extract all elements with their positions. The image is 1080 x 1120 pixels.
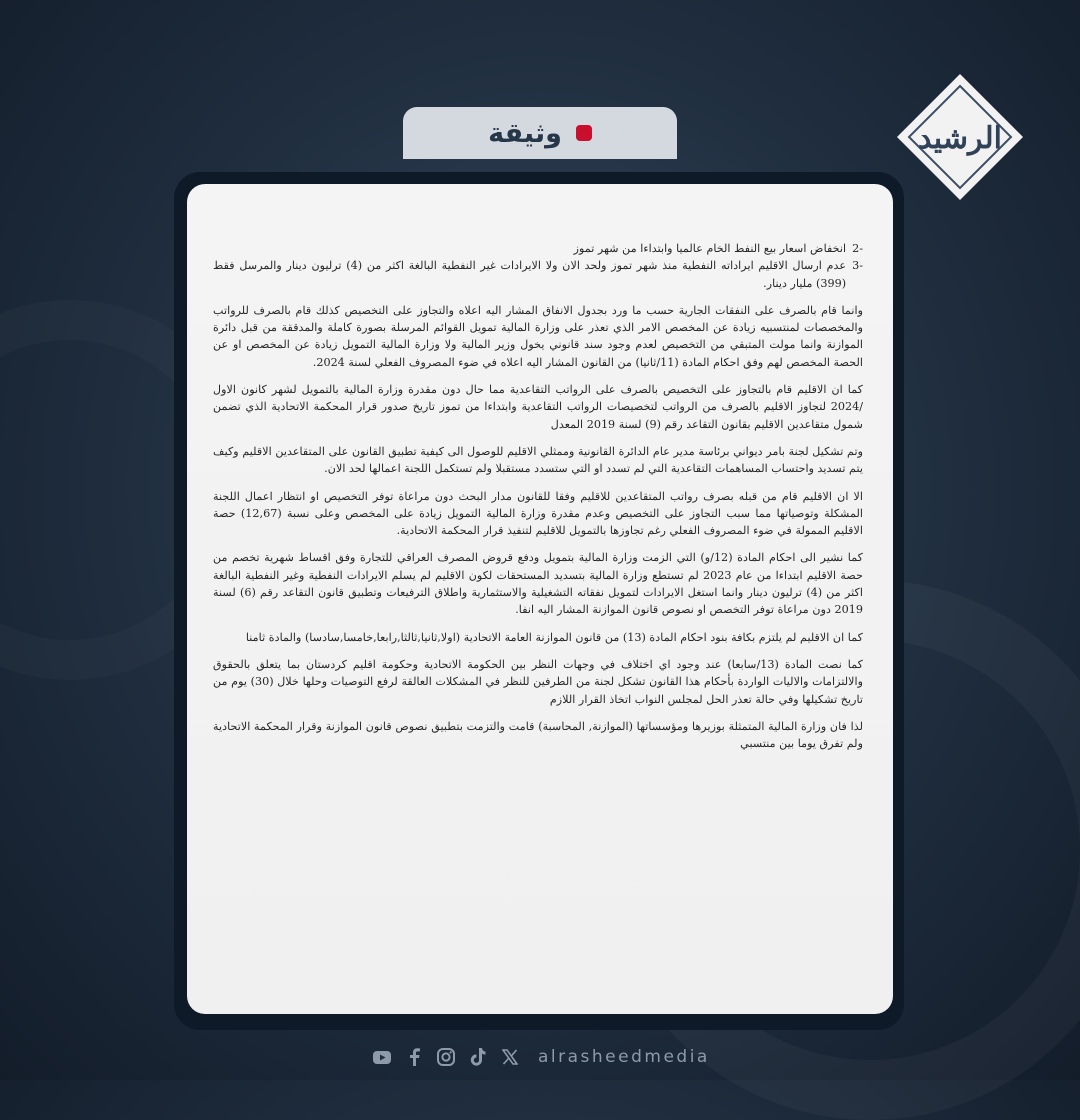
paragraph: الا ان الاقليم قام من قبله بصرف رواتب المتقاعدين للاقليم وفقا للقانون مدار البحث دون مراعاة توفر التخصيص او انتظار اعمال اللجنة المشكلة وتوصياتها مما سبب التجاوز على التخصيص وعدم مقدرة وزارة المالية التمويل زيادة على المخصص وعلى نسبة (12,67) حصة الاقليم الممولة في ضوء المصروف الفعلي رغم تجاوزها بالتمويل للاقليم لتنفيذ قرار المحكمة الاتحادية. [213,489,863,538]
tiktok-icon[interactable] [468,1047,488,1067]
paragraph: كما ان الاقليم قام بالتجاوز على التخصيص بالصرف على الرواتب التقاعدية مما حال دون مقدرة وزارة المالية بالتمويل لشهر كانون الاول /2024 لتجاوز الاقليم بالصرف من الرواتب لتخصيصات الرواتب التقاعدية وابتداءا من تموز تاريخ صدور قرار المحكمة الاتحادية الذي تضمن شمول متقاعدين الاقليم بقانون التقاعد رقم (9) لسنة 2019 المعدل [213,383,863,431]
paragraph: كما نصت المادة (13/سابعا) عند وجود اي اختلاف في وجهات النظر بين الحكومة الاتحادية وحكومة اقليم كردستان بما يتعلق بالحقوق والالتزامات والاليات الواردة بأحكام هذا القانون تشكل لجنة من الطرفين للنظر في المشكلات العالقة لرفع التوصيات وحلها خلال (30) يوم من تاريخ تشكيلها وفي حالة تعذر الحل لمجلس النواب اتخاذ القرار اللازم [213,657,863,706]
social-bar [372,1044,710,1070]
list-item: -2 انخفاض اسعار بيع النفط الخام عالميا وابتداءا من شهر تموز [573,242,863,255]
paragraph: كما نشير الى احكام المادة (12/و) التي الزمت وزارة المالية بتمويل ودفع قروض المصرف العراقي للتجارة وفق اقساط شهرية تخصم من حصة الاقليم ابتداءا من عام 2023 لم تستطع وزارة المالية بتسديد المستحقات لكون الاقليم لم يسلم الايرادات النفطية وغير النفطية البالغة اكثر من (4) ترليون دينار وانما استغل الايرادات لتمويل نفقاته التشغيلية والاستثمارية واطلاق الترفيعات وتطبيق قانون التقاعد رقم (6) لسنة 2019 دون مراعاة توفر التخصص او نصوص قانون الموازنة المشار اليه انفا. [213,551,863,617]
paragraph: كما ان الاقليم لم يلتزم بكافة بنود احكام المادة (13) من قانون الموازنة العامة الاتحادية (اولا,ثانيا,ثالثا,رابعا,خامسا,سادسا) والمادة ثامنا [245,630,863,644]
alrasheed-logo [893,70,1027,204]
red-dot-icon [576,125,592,141]
paragraph: وتم تشكيل لجنة بامر ديواني برئاسة مدير عام الدائرة القانونية وممثلي الاقليم للوصول الى كيفية تطبيق القانون على المتقاعدين الاقليم وكيف يتم تسديد واحتساب المساهمات التقاعدية التي لم تسدد او التي ستسدد مستقبلا ولم تستكمل اللجنة اعمالها لحد الان. [213,444,863,476]
paragraph: لذا فان وزارة المالية المتمثلة بوزيرها ومؤسساتها (الموازنة, المحاسبة) قامت والتزمت بتطبيق نصوص قانون الموازنة وقرار المحكمة الاتحادية ولم تفرق يوما بين منتسبي [213,719,863,751]
list-item: -3 عدم ارسال الاقليم ايراداته النفطية منذ شهر تموز ولحد الان ولا الايرادات غير النفطية البالغة اكثر من (4) ترليون دينار والمرسل فقط (399) مليار دينار. [213,259,863,290]
document-label-tab [403,107,677,159]
document-label: وثيقة [488,117,562,149]
document-page [187,184,893,1014]
paragraph: وانما قام بالصرف على النفقات الجارية حسب ما ورد بجدول الانفاق المشار اليه اعلاه والتجاوز على التخصيص كذلك قام بالصرف للرواتب والمخصصات لمنتسبيه زيادة عن المخصص الامر الذي تعذر على وزارة المالية تمويل القوائم المرسلة بصورة كاملة والمدققة من قبل دائرة الموازنة وانما مولت المتبقي من التخصيص لعدم وجود سند قانوني يخول وزير المالية ولا وزارة المالية التمويل زيادة عن المخصص او عن الحصة المخصص لهم وفق احكام المادة (11/ثانيا) من القانون المشار اليه اعلاه في ضوء المصروف الفعلي لسنة 2024. [213,303,863,369]
x-icon[interactable] [500,1047,520,1067]
logo-text: الرشيد [918,121,1002,156]
document-body [213,240,863,762]
instagram-icon[interactable] [436,1047,456,1067]
facebook-icon[interactable] [404,1047,424,1067]
youtube-icon[interactable] [372,1047,392,1067]
social-handle[interactable]: alrasheedmedia [538,1047,710,1067]
